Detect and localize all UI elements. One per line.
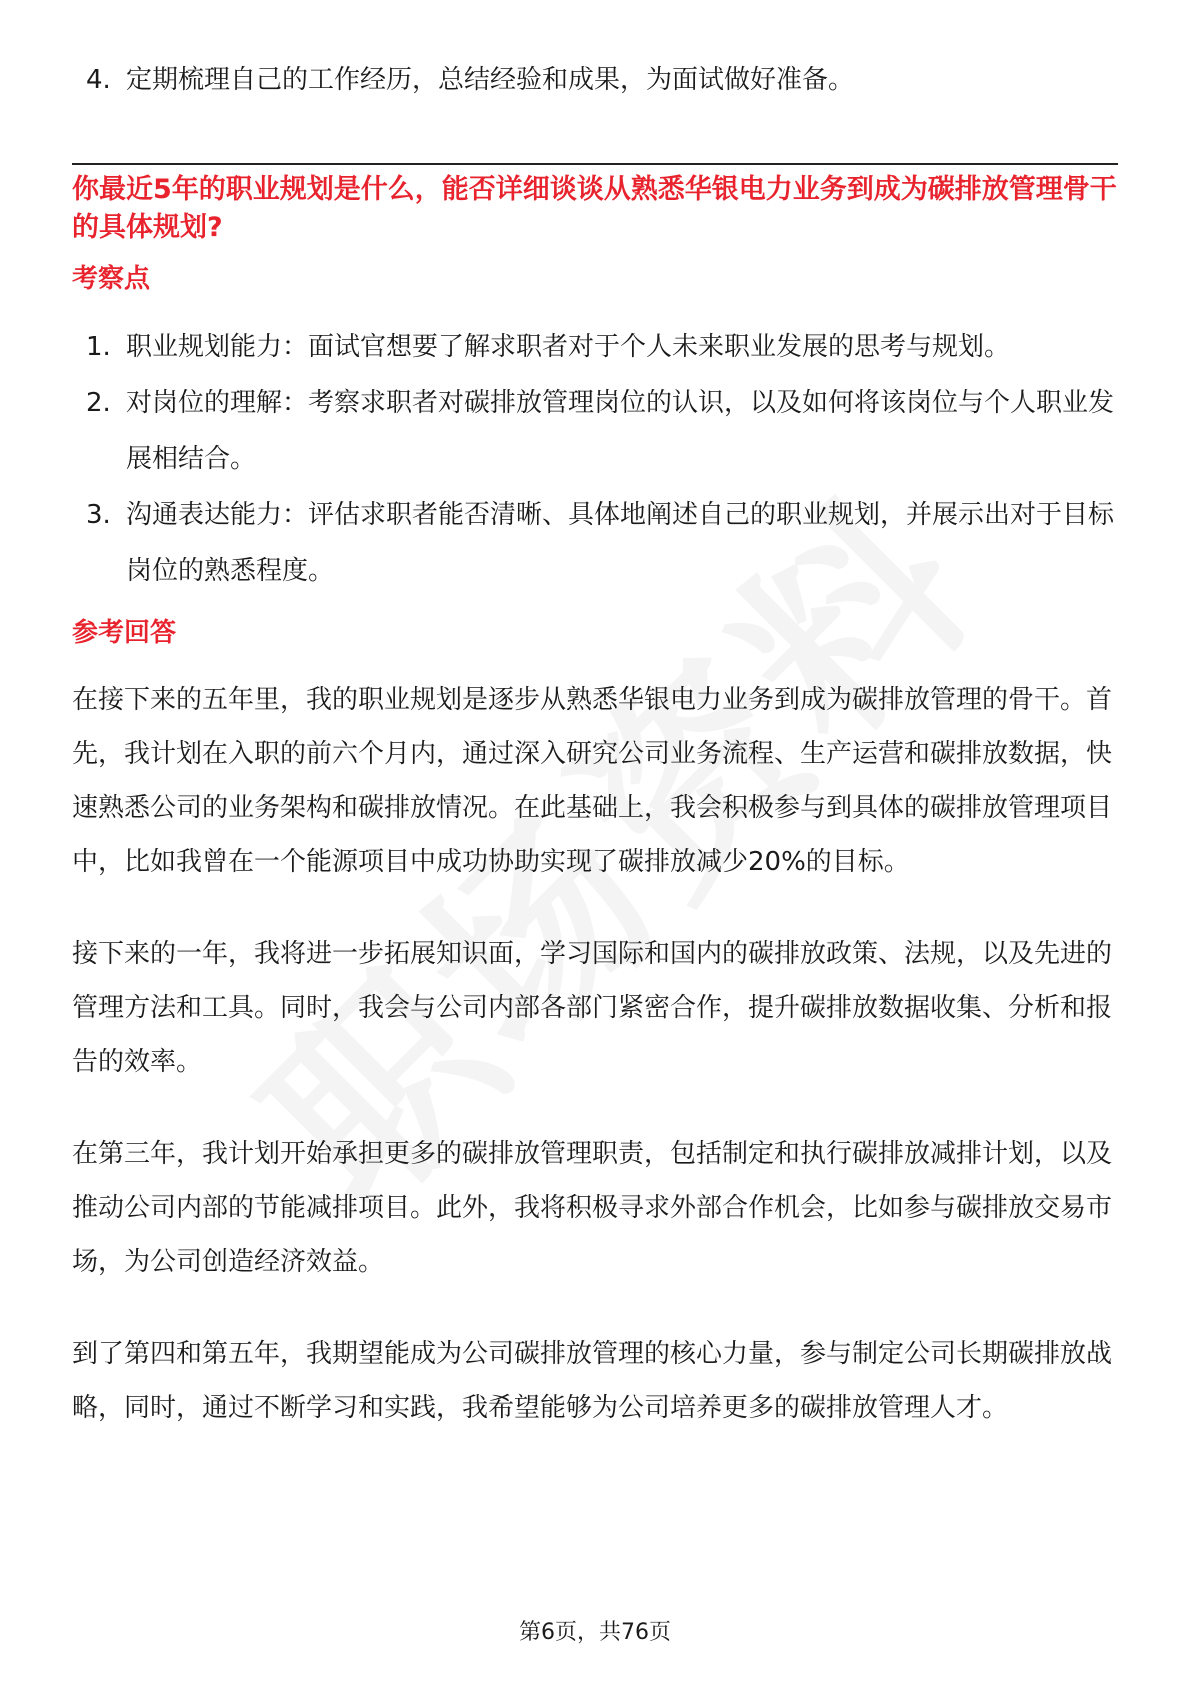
answer-paragraph: 在接下来的五年里，我的职业规划是逐步从熟悉华银电力业务到成为碳排放管理的骨干。首先，我计划在入职的前六个月内，通过深入研究公司业务流程、生产运营和碳排放数据，快速熟悉公司的业务架构和碳排放情况。在此基础上，我会积极参与到具体的碳排放管理项目中，比如我曾在一个能源项目中成功协助实现了碳排放减少20%的目标。: [72, 685, 1113, 877]
answer-paragraph: 接下来的一年，我将进一步拓展知识面，学习国际和国内的碳排放政策、法规，以及先进的管理方法和工具。同时，我会与公司内部各部门紧密合作，提升碳排放数据收集、分析和报告的效率。: [72, 939, 1113, 1077]
list-item-number: 3.: [86, 500, 111, 530]
previous-list: [72, 52, 1118, 108]
exam-points-title: 考察点: [72, 264, 151, 294]
list-item-text: 对岗位的理解：考察求职者对碳排放管理岗位的认识，以及如何将该岗位与个人职业发展相结合。: [126, 388, 1115, 474]
answer-paragraph: 到了第四和第五年，我期望能成为公司碳排放管理的核心力量，参与制定公司长期碳排放战略，同时，通过不断学习和实践，我希望能够为公司培养更多的碳排放管理人才。: [72, 1339, 1113, 1423]
list-item-number: 4.: [86, 65, 111, 95]
section-divider: [72, 163, 1118, 165]
page-number: 第6页，共76页: [519, 1620, 671, 1645]
exam-points-list: [72, 319, 1118, 599]
list-item-text: 沟通表达能力：评估求职者能否清晰、具体地阐述自己的职业规划，并展示出对于目标岗位的熟悉程度。: [126, 500, 1115, 586]
list-item: [72, 52, 1118, 108]
list-item-number: 1.: [86, 332, 111, 362]
question-heading: 你最近5年的职业规划是什么，能否详细谈谈从熟悉华银电力业务到成为碳排放管理骨干的具体规划?: [72, 174, 1117, 243]
list-item: [72, 375, 1118, 487]
reference-answer-body: [72, 673, 1118, 1473]
list-item-number: 2.: [86, 388, 111, 418]
list-item-text: 定期梳理自己的工作经历，总结经验和成果，为面试做好准备。: [126, 65, 855, 95]
list-item: [72, 487, 1118, 599]
reference-answer-title: 参考回答: [72, 618, 177, 648]
answer-paragraph: 在第三年，我计划开始承担更多的碳排放管理职责，包括制定和执行碳排放减排计划，以及推动公司内部的节能减排项目。此外，我将积极寻求外部合作机会，比如参与碳排放交易市场，为公司创造经济效益。: [72, 1139, 1113, 1277]
list-item: [72, 319, 1118, 375]
list-item-text: 职业规划能力：面试官想要了解求职者对于个人未来职业发展的思考与规划。: [126, 332, 1011, 362]
